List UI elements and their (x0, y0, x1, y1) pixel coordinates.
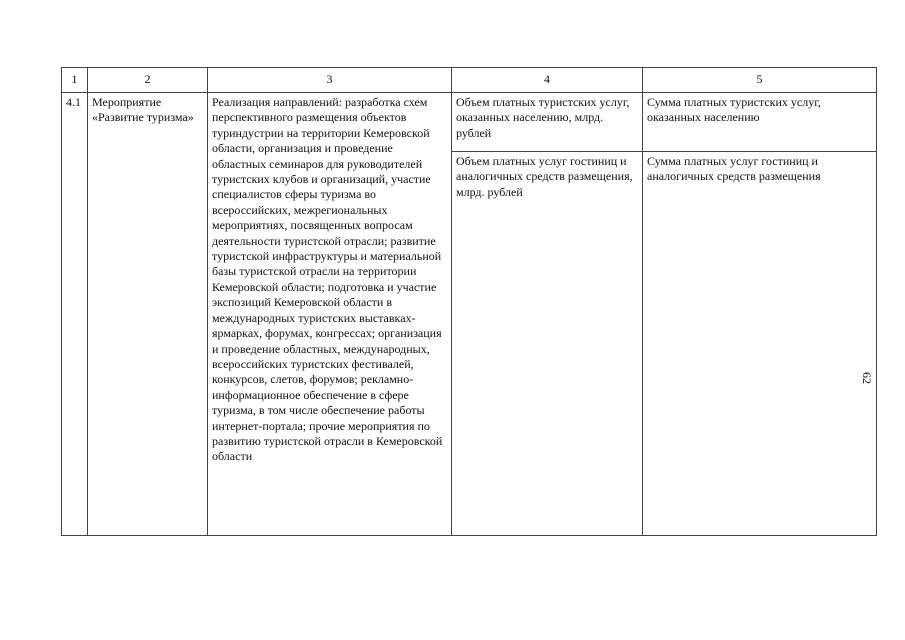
indicator-method-cell-2: Сумма платных услуг гостиниц и аналогичных средств размещения (643, 152, 877, 536)
header-cell-2: 2 (88, 68, 208, 93)
program-table (61, 67, 877, 536)
table-row (62, 93, 877, 152)
row-number-cell: 4.1 (62, 93, 88, 536)
indicator-method-cell-1: Сумма платных туристских услуг, оказанных населению (643, 93, 877, 152)
event-name-cell: Мероприятие «Развитие туризма» (88, 93, 208, 536)
header-cell-3: 3 (208, 68, 452, 93)
indicator-name-cell-1: Объем платных туристских услуг, оказанных населению, млрд. рублей (452, 93, 643, 152)
page-number: 62 (860, 372, 874, 384)
table-header-row (62, 68, 877, 93)
header-cell-5: 5 (643, 68, 877, 93)
description-cell: Реализация направлений: разработка схем перспективного размещения объектов туриндустрии на территории Кемеровской области, организация и проведение областных семинаров для руководителей туристских клубов и организаций, участие специалистов сферы туризма во всероссийских, межрегиональных мероприятиях, посвященных вопросам деятельности туристской отрасли; развитие туристской инфраструктуры и материальной базы туристской отрасли на территории Кемеровской области; подготовка и участие экспозиций Кемеровской области в международных туристских выставках-ярмарках, форумах, конгрессах; организация и проведение областных, международных, всероссийских туристских фестивалей, конкурсов, слетов, форумов; рекламно-информационное обеспечение в сфере туризма, в том числе обеспечение работы интернет-портала; прочие мероприятия по развитию туристской отрасли в Кемеровской области (208, 93, 452, 536)
indicator-name-cell-2: Объем платных услуг гостиниц и аналогичных средств размещения, млрд. рублей (452, 152, 643, 536)
header-cell-1: 1 (62, 68, 88, 93)
header-cell-4: 4 (452, 68, 643, 93)
